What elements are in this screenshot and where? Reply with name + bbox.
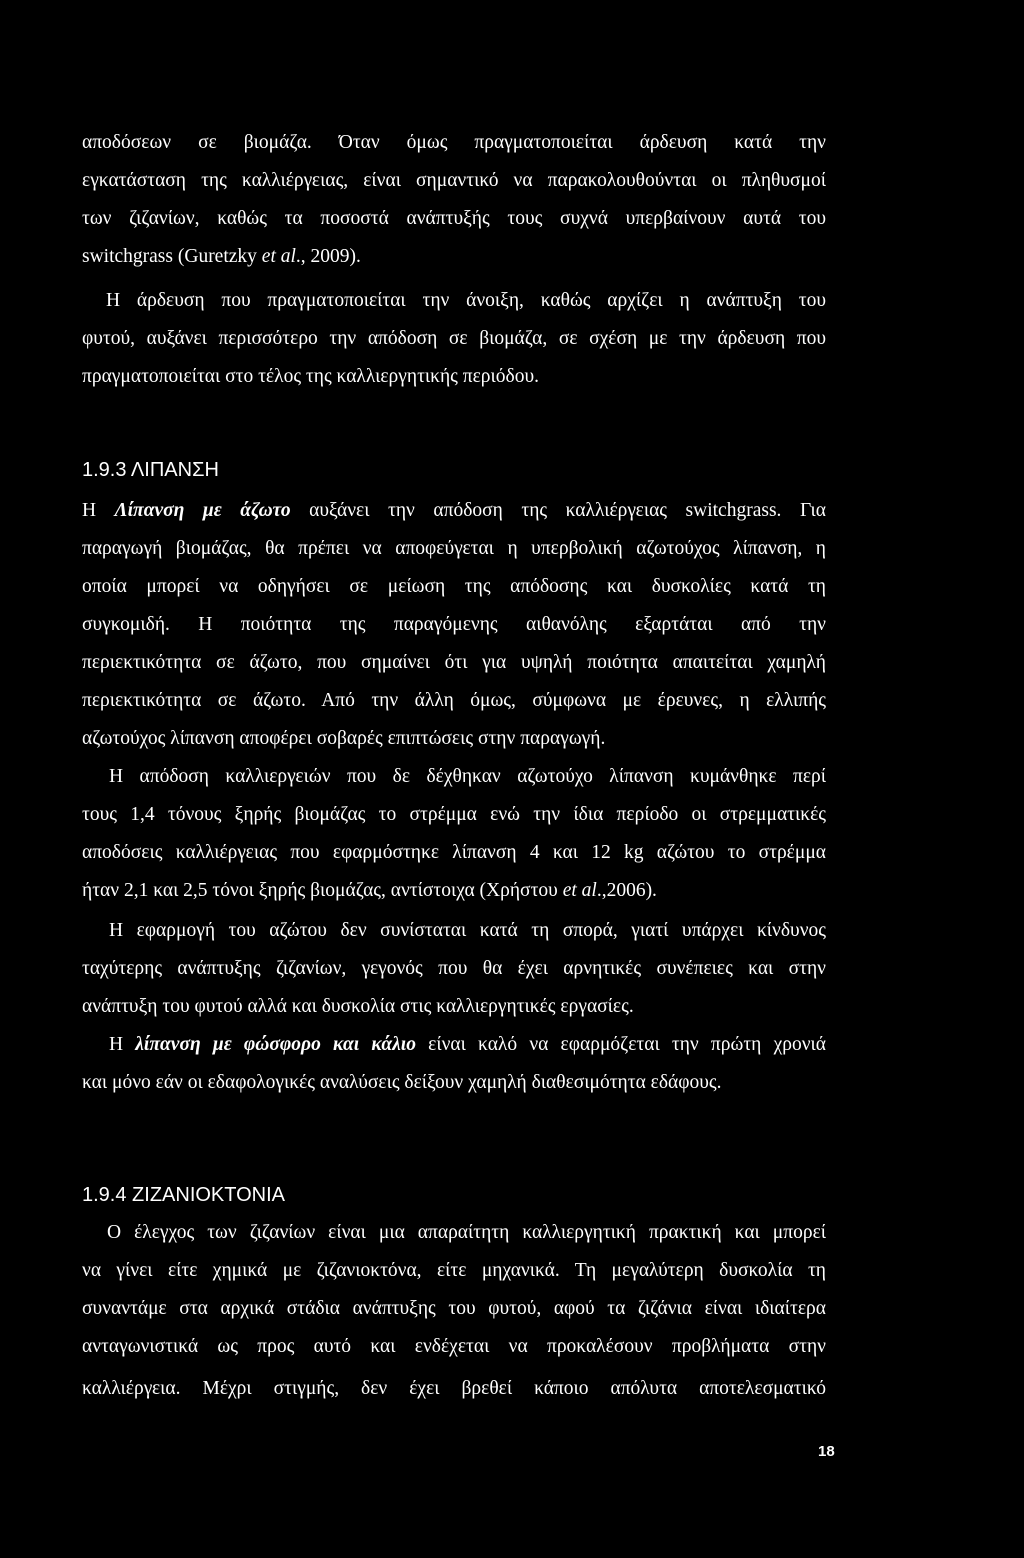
text-line: συγκομιδή. Η ποιότητα της παραγόμενης αιθανόλης εξαρτάται από την <box>82 614 826 635</box>
text-line: ανταγωνιστικά ως προς αυτό και ενδέχεται να προκαλέσουν προβλήματα στην <box>82 1336 826 1357</box>
text-line: ανάπτυξη του φυτού αλλά και δυσκολία στις καλλιεργητικές εργασίες. <box>82 996 634 1017</box>
text-line: να γίνει είτε χημικά με ζιζανιοκτόνα, είτε μηχανικά. Τη μεγαλύτερη δυσκολία τη <box>82 1260 826 1281</box>
emphasis: λίπανση με φώσφορο και κάλιο <box>135 1034 416 1055</box>
text-line: Η απόδοση καλλιεργειών που δε δέχθηκαν αζωτούχο λίπανση κυμάνθηκε περί <box>109 766 826 787</box>
emphasis: Λίπανση με άζωτο <box>114 500 291 521</box>
italic-citation: et al <box>562 880 597 901</box>
italic-citation: et al <box>261 246 296 267</box>
text-line: περιεκτικότητα σε άζωτο. Από την άλλη όμως, σύμφωνα με έρευνες, η ελλιπής <box>82 690 826 711</box>
text-line: ήταν 2,1 και 2,5 τόνοι ξηρής βιομάζας, αντίστοιχα (Χρήστου et al.,2006). <box>82 880 657 901</box>
text-line: αζωτούχος λίπανση αποφέρει σοβαρές επιπτώσεις στην παραγωγή. <box>82 728 606 749</box>
text-line: εγκατάσταση της καλλιέργειας, είναι σημαντικό να παρακολουθούνται οι πληθυσμοί <box>82 170 826 191</box>
text-line: πραγματοποιείται στο τέλος της καλλιεργητικής περιόδου. <box>82 366 540 387</box>
text-line: Ο έλεγχος των ζιζανίων είναι μια απαραίτητη καλλιεργητική πρακτική και μπορεί <box>107 1222 826 1243</box>
text-line: Η λίπανση με φώσφορο και κάλιο είναι καλό να εφαρμόζεται την πρώτη χρονιά <box>109 1034 826 1055</box>
text-line: switchgrass (Guretzky et al., 2009). <box>82 246 361 267</box>
text-line: αποδόσεις καλλιέργειας που εφαρμόστηκε λίπανση 4 και 12 kg αζώτου το στρέμμα <box>82 842 826 863</box>
text-line: παραγωγή βιομάζας, θα πρέπει να αποφεύγεται η υπερβολική αζωτούχος λίπανση, η <box>82 538 826 559</box>
text-line: συναντάμε στα αρχικά στάδια ανάπτυξης του φυτού, αφού τα ζιζάνια είναι ιδιαίτερα <box>82 1298 826 1319</box>
text-line: Η εφαρμογή του αζώτου δεν συνίσταται κατά τη σπορά, γιατί υπάρχει κίνδυνος <box>109 920 826 941</box>
page-number: 18 <box>818 1443 835 1460</box>
text-line: των ζιζανίων, καθώς τα ποσοστά ανάπτυξής τους συχνά υπερβαίνουν αυτά του <box>82 208 826 229</box>
text-line: καλλιέργεια. Μέχρι στιγμής, δεν έχει βρεθεί κάποιο απόλυτα αποτελεσματικό <box>82 1378 826 1399</box>
section-heading: 1.9.3 ΛΙΠΑΝΣΗ <box>82 459 219 481</box>
text-line: Η άρδευση που πραγματοποιείται την άνοιξη, καθώς αρχίζει η ανάπτυξη του <box>106 290 826 311</box>
text-line: περιεκτικότητα σε άζωτο, που σημαίνει ότι για υψηλή ποιότητα απαιτείται χαμηλή <box>82 652 826 673</box>
text-line: Η Λίπανση με άζωτο αυξάνει την απόδοση της καλλιέργειας switchgrass. Για <box>82 500 826 521</box>
text-line: και μόνο εάν οι εδαφολογικές αναλύσεις δείξουν χαμηλή διαθεσιμότητα εδάφους. <box>82 1072 722 1093</box>
text-line: ταχύτερης ανάπτυξης ζιζανίων, γεγονός που θα έχει αρνητικές συνέπειες και στην <box>82 958 826 979</box>
text-line: τους 1,4 τόνους ξηρής βιομάζας το στρέμμα ενώ την ίδια περίοδο οι στρεμματικές <box>82 804 826 825</box>
section-heading: 1.9.4 ΖΙΖΑΝΙΟΚΤΟΝΙΑ <box>82 1184 286 1206</box>
text-line: φυτού, αυξάνει περισσότερο την απόδοση σε βιομάζα, σε σχέση με την άρδευση που <box>82 328 826 349</box>
text-line: οποία μπορεί να οδηγήσει σε μείωση της απόδοσης και δυσκολίες κατά τη <box>82 576 826 597</box>
text-line: αποδόσεων σε βιομάζα. Όταν όμως πραγματοποιείται άρδευση κατά την <box>82 132 826 153</box>
